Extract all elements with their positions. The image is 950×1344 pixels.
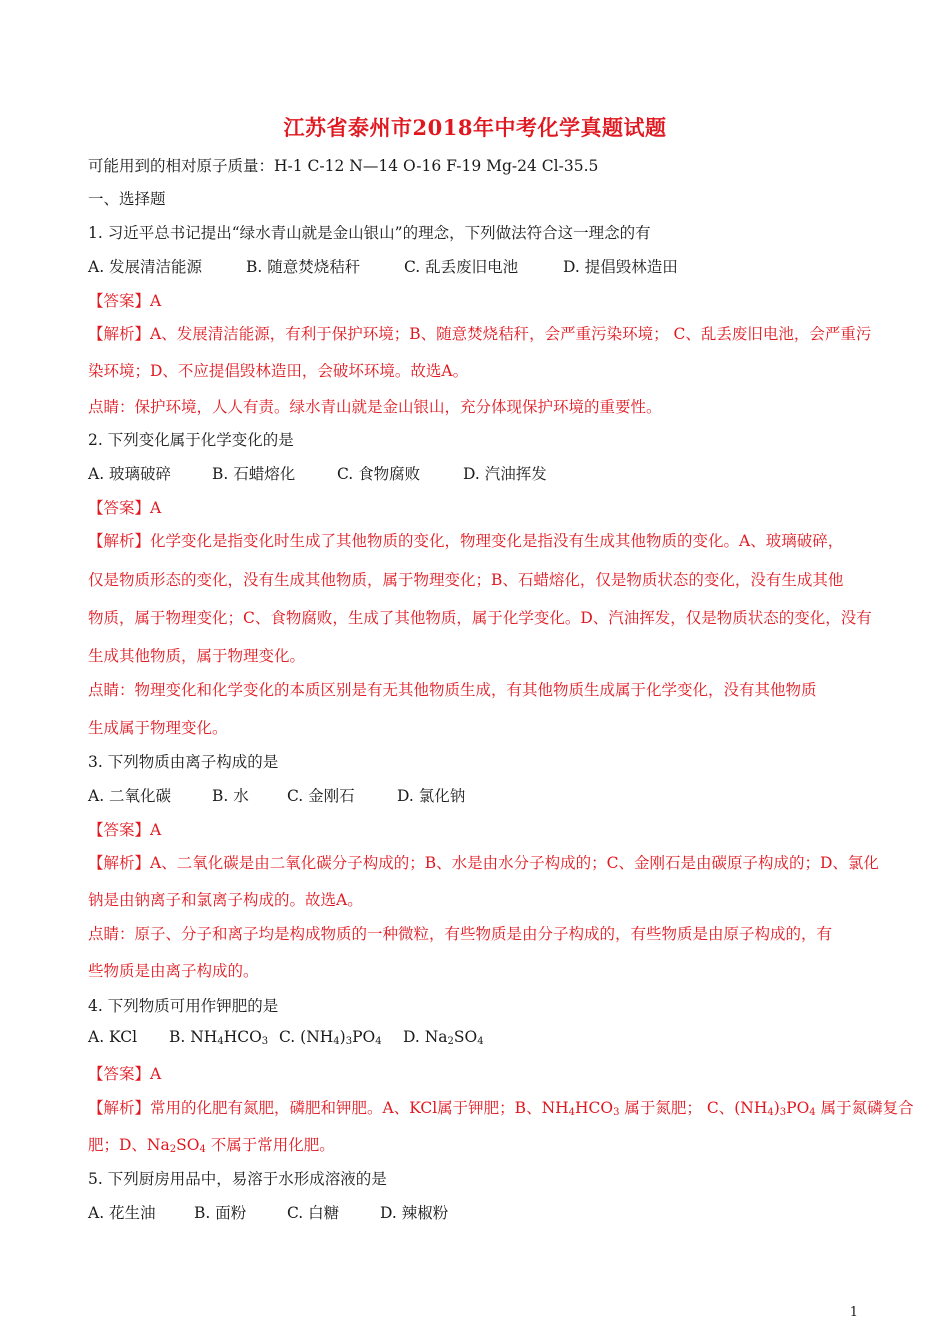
q1-option-c: C. 乱丢废旧电池	[404, 258, 519, 276]
q2-analysis-line-3: 物质，属于物理变化；C、食物腐败，生成了其他物质，属于化学变化。D、汽油挥发，仅是物质状态的变化，没有	[88, 609, 872, 627]
q1-tip: 点睛：保护环境，人人有责。绿水青山就是金山银山，充分体现保护环境的重要性。	[88, 398, 662, 416]
q1-stem: 1. 习近平总书记提出“绿水青山就是金山银山”的理念，下列做法符合这一理念的有	[88, 224, 651, 242]
q4-answer: 【答案】A	[88, 1065, 162, 1083]
q1-option-d: D. 提倡毁林造田	[563, 258, 678, 276]
q4-stem: 4. 下列物质可用作钾肥的是	[88, 997, 279, 1015]
q3-analysis-line-1: 【解析】A、二氧化碳是由二氧化碳分子构成的；B、水是由水分子构成的；C、金刚石是由碳原子构成的；D、氯化	[88, 854, 879, 872]
q2-analysis-line-1: 【解析】化学变化是指变化时生成了其他物质的变化，物理变化是指没有生成其他物质的变化。A、玻璃破碎，	[88, 532, 844, 550]
q4-option-b: B. $NH_4HCO_3$	[169, 1028, 269, 1047]
page-title: 江苏省泰州市2018年中考化学真题试题	[283, 115, 667, 140]
q2-stem: 2. 下列变化属于化学变化的是	[88, 431, 294, 449]
q5-option-c: C. 白糖	[287, 1204, 340, 1222]
q2-analysis-line-4: 生成其他物质，属于物理变化。	[88, 647, 306, 665]
q4-option-c: C. $(NH_4)_3PO_4$	[279, 1028, 382, 1047]
section-heading: 一、选择题	[88, 190, 166, 208]
q2-option-d: D. 汽油挥发	[463, 465, 547, 483]
q5-option-d: D. 辣椒粉	[380, 1204, 449, 1222]
q5-stem: 5. 下列厨房用品中，易溶于水形成溶液的是	[88, 1170, 387, 1188]
q2-analysis-line-2: 仅是物质形态的变化，没有生成其他物质，属于物理变化；B、石蜡熔化，仅是物质状态的变化，没有生成其他	[88, 571, 844, 589]
q2-tip-line-1: 点睛：物理变化和化学变化的本质区别是有无其他物质生成，有其他物质生成属于化学变化，没有其他物质	[88, 681, 817, 699]
q2-option-b: B. 石蜡熔化	[212, 465, 296, 483]
q3-tip-line-2: 些物质是由离子构成的。	[88, 962, 259, 980]
q1-option-a: A. 发展清洁能源	[88, 258, 203, 276]
q3-answer: 【答案】A	[88, 821, 162, 839]
q1-analysis-line-2: 染环境；D、不应提倡毁林造田，会破坏环境。故选A。	[88, 362, 469, 380]
atomic-masses-line: 可能用到的相对原子质量：H-1 C-12 N—14 O-16 F-19 Mg-24 Cl-35.5	[88, 157, 599, 175]
q4-analysis-line-2: 肥；D、$Na_2SO_4$ 不属于常用化肥。	[88, 1136, 335, 1155]
q2-option-c: C. 食物腐败	[337, 465, 421, 483]
q5-option-b: B. 面粉	[194, 1204, 247, 1222]
q4-analysis-line-1: 【解析】常用的化肥有氮肥，磷肥和钾肥。A、KCl属于钾肥；B、$NH_4HCO_3$ 属于氮肥； C、$(NH_4)_3PO_4$ 属于氮磷复合	[88, 1099, 914, 1118]
q3-stem: 3. 下列物质由离子构成的是	[88, 753, 279, 771]
q1-answer: 【答案】A	[88, 292, 162, 310]
q3-option-b: B. 水	[212, 787, 249, 805]
page-number: 1	[849, 1305, 858, 1320]
q3-analysis-line-2: 钠是由钠离子和氯离子构成的。故选A。	[88, 891, 363, 909]
q1-option-b: B. 随意焚烧秸秆	[246, 258, 361, 276]
q2-answer: 【答案】A	[88, 499, 162, 517]
q3-option-d: D. 氯化钠	[397, 787, 466, 805]
q4-option-d: D. $Na_2SO_4$	[403, 1028, 484, 1047]
q4-option-a: A. KCl	[88, 1028, 138, 1046]
q3-option-c: C. 金刚石	[287, 787, 355, 805]
q2-option-a: A. 玻璃破碎	[88, 465, 172, 483]
q3-tip-line-1: 点睛：原子、分子和离子均是构成物质的一种微粒，有些物质是由分子构成的，有些物质是由原子构成的，有	[88, 925, 833, 943]
q3-option-a: A. 二氧化碳	[88, 787, 172, 805]
q2-tip-line-2: 生成属于物理变化。	[88, 719, 228, 737]
q1-analysis-line-1: 【解析】A、发展清洁能源，有利于保护环境；B、随意焚烧秸秆，会严重污染环境； C、乱丢废旧电池，会严重污	[88, 325, 872, 343]
q5-option-a: A. 花生油	[88, 1204, 156, 1222]
